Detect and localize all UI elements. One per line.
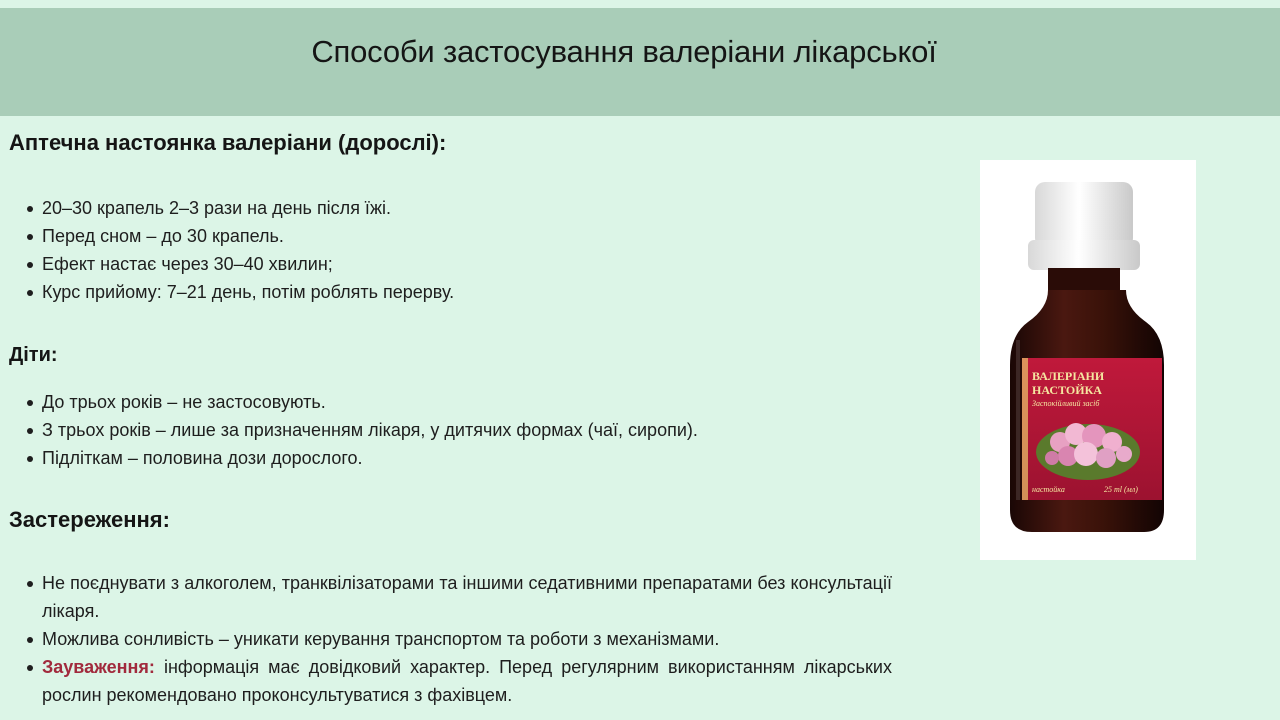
list-item: Можлива сонливість – уникати керування транспортом та роботи з механізмами. [9,625,892,653]
list-item: Не поєднувати з алкоголем, транквілізаторами та іншими седативними препаратами без консультації лікаря. [9,569,892,625]
slide-header [0,8,1280,116]
label-line1: ВАЛЕРІАНИ [1032,369,1105,383]
top-strip [0,0,1280,8]
bottle-cap [1035,182,1133,248]
list-item: З трьох років – лише за призначенням лікаря, у дитячих формах (чаї, сиропи). [9,416,698,444]
list-item: Ефект настає через 30–40 хвилин; [9,250,454,278]
valerian-tincture-bottle-image [980,160,1196,560]
adults-list [9,194,454,306]
list-item: Курс прийому: 7–21 день, потім роблять перерву. [9,278,454,306]
note-item [9,653,892,709]
note-text: інформація має довідковий характер. Перед регулярним використанням лікарських рослин рекомендовано проконсультуватися з фахівцем. [42,657,892,705]
list-item: До трьох років – не застосовують. [9,388,698,416]
bottle-illustration [980,160,1196,560]
note-label: Зауваження: [42,657,155,677]
list-item: 20–30 крапель 2–3 рази на день після їжі. [9,194,454,222]
slide-title: Способи застосування валеріани лікарської [311,34,937,69]
children-heading: Діти: [9,344,58,366]
warnings-heading: Застереження: [9,507,170,532]
list-item: Перед сном – до 30 крапель. [9,222,454,250]
label-bottom-right: 25 ml (мл) [1104,485,1138,494]
children-list [9,388,698,472]
label-subtitle: Заспокійливий засіб [1032,399,1100,408]
warnings-list [9,569,892,709]
adults-heading: Аптечна настоянка валеріани (дорослі): [9,130,447,155]
list-item: Підліткам – половина дози дорослого. [9,444,698,472]
cap-ring [1028,240,1140,270]
label-bottom-left: настойка [1032,485,1065,494]
label-line2: НАСТОЙКА [1032,383,1102,397]
